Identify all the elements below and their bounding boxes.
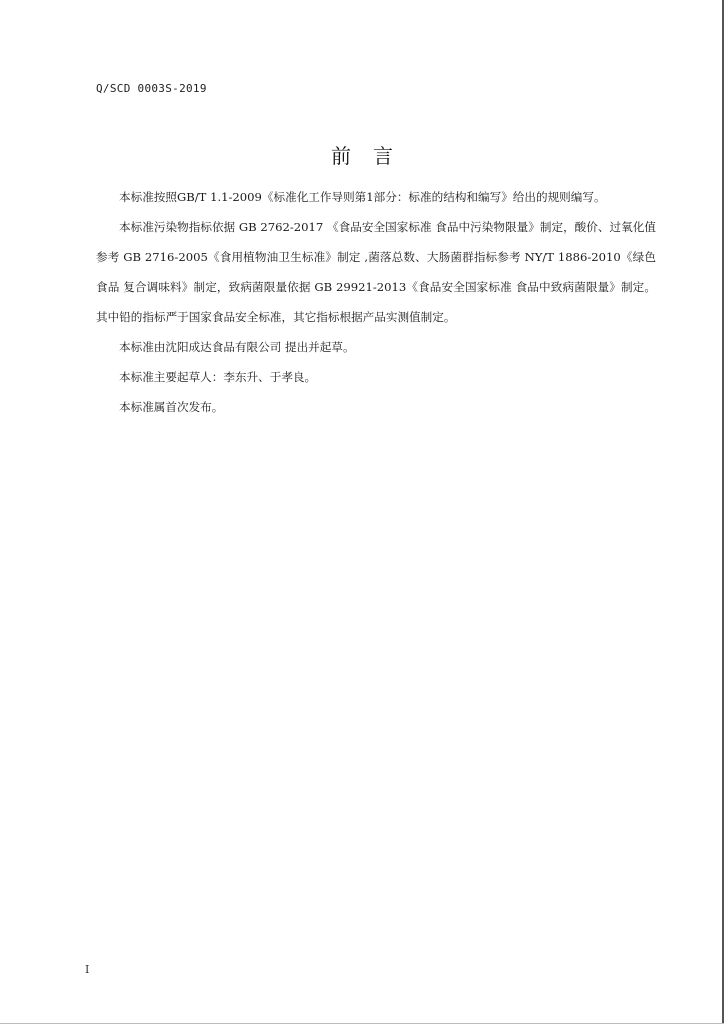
paragraph-proposer: 本标准由沈阳成达食品有限公司 提出并起草。	[119, 340, 355, 354]
paragraph-drafting-rules: 本标准按照GB/T 1.1-2009《标准化工作导则第1部分：标准的结构和编写》给出的规则编写。	[119, 190, 606, 204]
paragraph-indicator-basis: 本标准污染物指标依据 GB 2762-2017 《食品安全国家标准 食品中污染物限量》制定，酸价、过氧化值参考 GB 2716-2005《食用植物油卫生标准》制定 ,菌落总数、大肠菌群指标参考 NY/T 1886-2010《绿色食品 复合调味料》制定，致病菌限量依据 GB 29921-2013《食品安全国家标准 食品中致病菌限量》制定。其中铅的指标严于国家食品安全标准，其它指标根据产品实测值制定。	[96, 220, 656, 324]
page-title: 前言	[331, 144, 415, 168]
document-body	[96, 182, 656, 422]
page-number: I	[85, 963, 90, 976]
paragraph-drafters: 本标准主要起草人：李东升、于孝良。	[119, 370, 317, 384]
paragraph-first-release: 本标准属首次发布。	[119, 400, 224, 414]
document-code: Q/SCD 0003S-2019	[96, 82, 207, 95]
